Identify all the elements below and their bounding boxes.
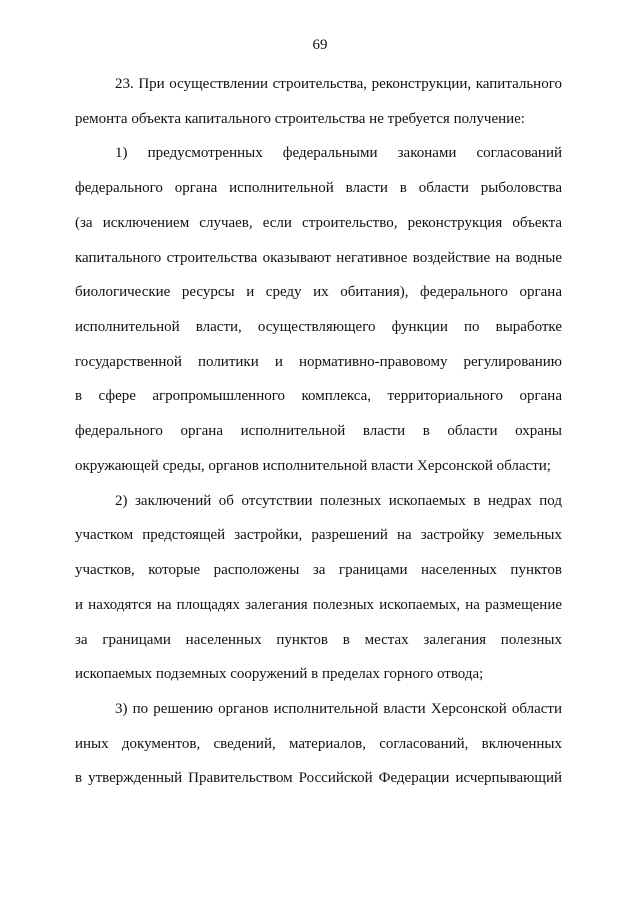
text-line: ремонта объекта капитального строительства не требуется получение:	[75, 110, 525, 127]
text-line: иных документов, сведений, материалов, согласований, включенных	[75, 735, 562, 752]
text-line: 23. При осуществлении строительства, реконструкции, капитального	[115, 76, 562, 92]
page-number: 69	[312, 37, 328, 53]
document-body	[75, 70, 562, 799]
text-line: федерального органа исполнительной власти в области охраны	[75, 423, 562, 440]
text-line: государственной политики и нормативно-правовому регулированию	[75, 353, 562, 370]
text-line: биологические ресурсы и среду их обитания), федерального органа	[75, 284, 562, 301]
text-line: федерального органа исполнительной власти в области рыболовства	[75, 180, 562, 197]
text-line: окружающей среды, органов исполнительной власти Херсонской области;	[75, 457, 551, 474]
text-line: 2) заключений об отсутствии полезных ископаемых в недрах под	[115, 492, 562, 509]
text-line: ископаемых подземных сооружений в пределах горного отвода;	[75, 666, 484, 683]
text-line: участком предстоящей застройки, разрешений на застройку земельных	[75, 527, 562, 544]
text-line: участков, которые расположены за границами населенных пунктов	[75, 562, 562, 579]
text-line: исполнительной власти, осуществляющего функции по выработке	[75, 319, 562, 336]
text-line: в утвержденный Правительством Российской Федерации исчерпывающий	[75, 770, 562, 787]
text-line: 1) предусмотренных федеральными законами согласований	[115, 145, 562, 162]
text-line: капитального строительства оказывают негативное воздействие на водные	[75, 249, 562, 266]
text-line: 3) по решению органов исполнительной власти Херсонской области	[115, 700, 562, 717]
text-line: и находятся на площадях залегания полезных ископаемых, на размещение	[75, 596, 562, 613]
text-line: за границами населенных пунктов в местах залегания полезных	[75, 631, 562, 648]
text-line: в сфере агропромышленного комплекса, территориального органа	[75, 388, 562, 405]
text-line: (за исключением случаев, если строительство, реконструкция объекта	[75, 214, 562, 231]
